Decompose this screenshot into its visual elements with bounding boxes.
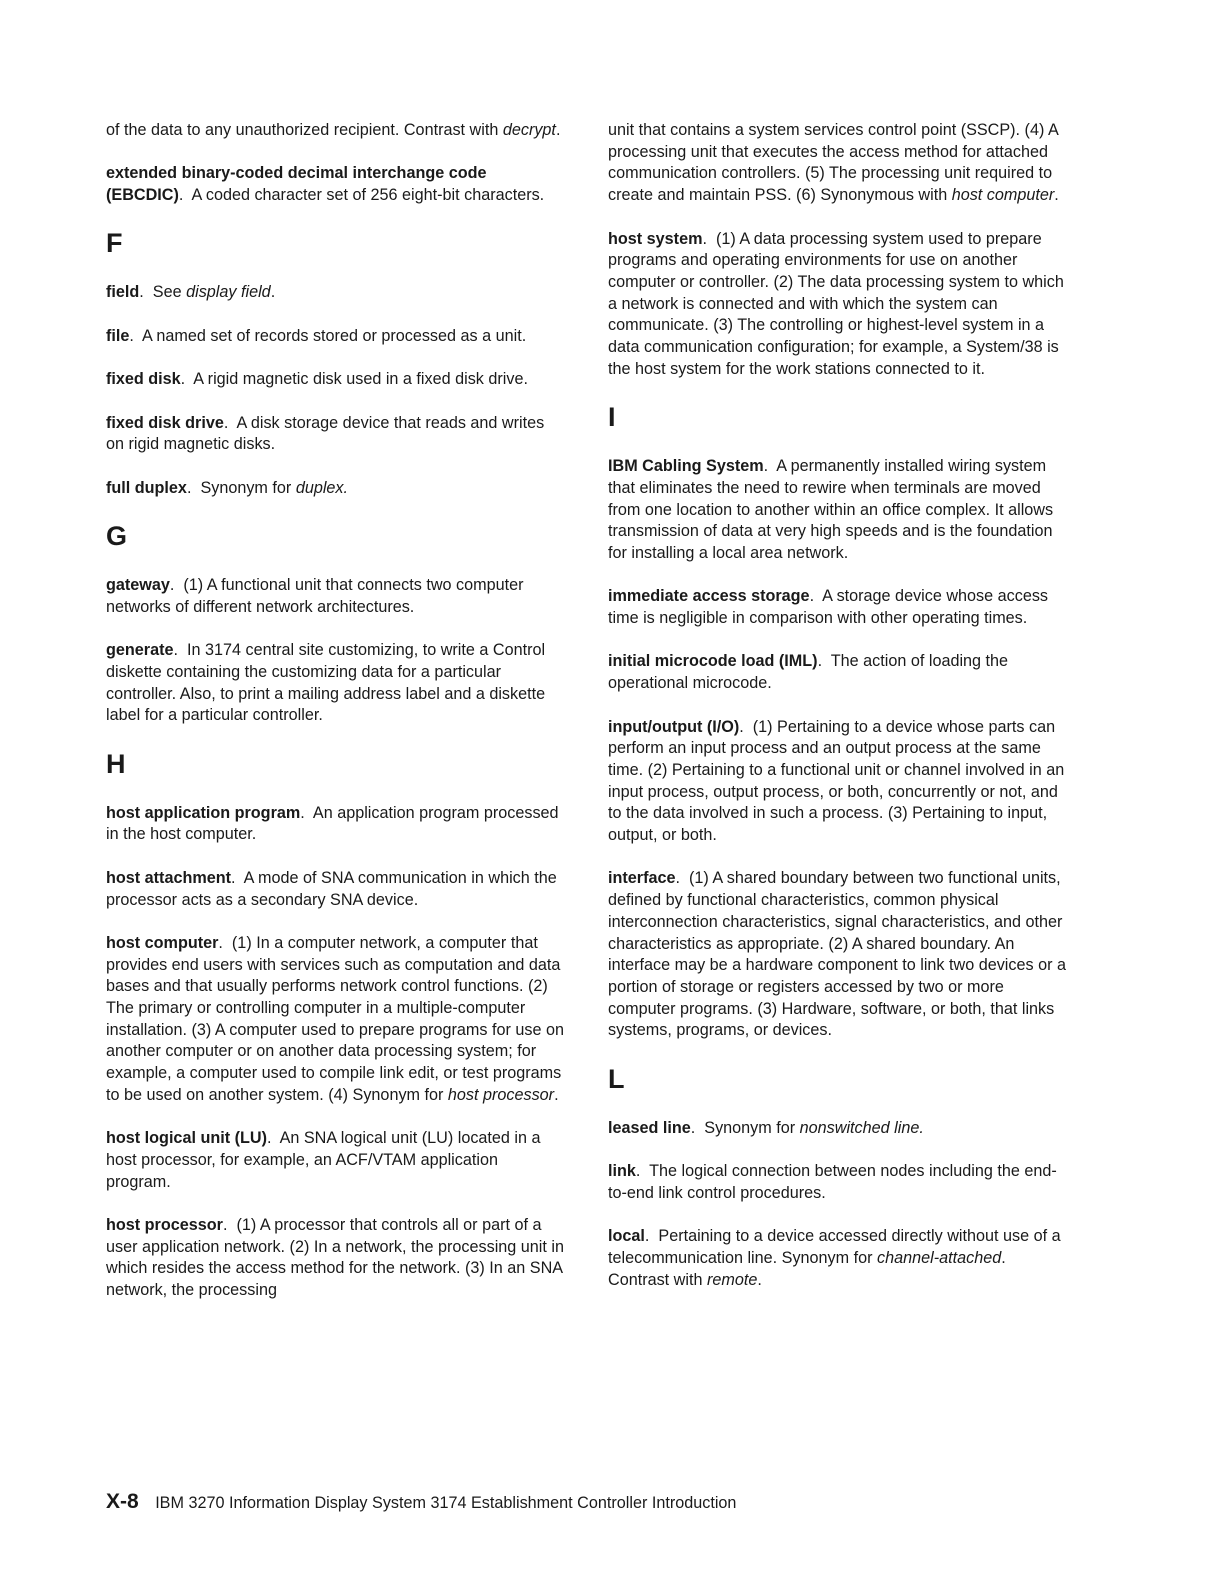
entry-group	[106, 163, 566, 206]
glossary-term: host logical unit (LU)	[106, 1129, 267, 1148]
definition-text: (1) Pertaining to a device whose parts can perform an input process and an output process at the same time. (2) Pertaining to a functional unit or channel involved in an input process, output process, or both, concurrently or not, and to the data involved in such a process. (3) Pertaining to input, output, or both.	[608, 717, 1065, 845]
glossary-term: link	[608, 1162, 636, 1181]
definition-text: Pertaining to a device accessed directly without use of a telecommunication line. Synonym for	[608, 1227, 1061, 1267]
glossary-term: interface	[608, 869, 676, 888]
definition-text: In 3174 central site customizing, to write a Control diskette containing the customizing data for a particular controller. Also, to print a mailing address label and a diskette label for a particular controller.	[106, 641, 546, 725]
glossary-term: local	[608, 1227, 645, 1246]
glossary-entry: host system. (1) A data processing system used to prepare programs and operating environments for use on another computer or controller. (2) The data processing system to which a network is connected and with which the system can communicate. (3) The controlling or highest-level system in a data communication configuration; for example, a System/38 is the host system for the work stations connected to it.	[608, 229, 1064, 378]
right-column	[608, 120, 1068, 1313]
glossary-entry: host attachment. A mode of SNA communication in which the processor acts as a secondary SNA device.	[106, 868, 557, 909]
glossary-term: immediate access storage	[608, 587, 810, 606]
definition-text: A storage device whose access time is negligible in comparison with other operating times.	[608, 587, 1049, 628]
glossary-term: host computer	[106, 933, 219, 952]
section-letter-f: F	[106, 228, 123, 259]
glossary-entry: input/output (I/O). (1) Pertaining to a device whose parts can perform an input process and an output process at the same time. (2) Pertaining to a functional unit or channel involved in an input process, output process, or both, concurrently or not, and to the data involved in such a process. (3) Pertaining to input, output, or both.	[608, 717, 1065, 845]
italic-reference: host computer	[951, 186, 1055, 205]
glossary-term: field	[106, 283, 140, 302]
section-letter-i: I	[608, 402, 616, 433]
definition-text: A disk storage device that reads and writes on rigid magnetic disks.	[106, 413, 545, 454]
glossary-definition	[153, 283, 275, 301]
glossary-definition	[193, 370, 528, 388]
definition-text: (1) A processor that controls all or part of a user application network. (2) In a network, the processing unit in which resides the access method for the network. (3) In an SNA network, the processing	[106, 1216, 564, 1300]
glossary-definition	[608, 869, 1066, 1039]
definition-text: A permanently installed wiring system that eliminates the need to rewire when terminals are moved from one location to another within an office complex. It allows transmission of data at very high speeds and is the foundation for installing a local area network.	[608, 457, 1054, 562]
definition-text: A rigid magnetic disk used in a fixed disk drive.	[193, 370, 528, 389]
glossary-entry: host processor. (1) A processor that controls all or part of a user application network. (2) In a network, the processing unit in which resides the access method for the network. (3) In an SNA network, the processing	[106, 1216, 564, 1300]
definition-text: An SNA logical unit (LU) located in a host processor, for example, an ACF/VTAM application program.	[106, 1129, 541, 1191]
glossary-entry: IBM Cabling System. A permanently installed wiring system that eliminates the need to rewire when terminals are moved from one location to another within an office complex. It allows transmission of data at very high speeds and is the foundation for installing a local area network.	[608, 457, 1054, 562]
glossary-entry: extended binary-coded decimal interchange code (EBCDIC). A coded character set of 256 eight-bit characters.	[106, 164, 545, 205]
italic-reference: decrypt	[502, 121, 556, 139]
glossary-definition	[608, 1162, 1057, 1202]
glossary-term: file	[106, 326, 130, 345]
definition-text: (1) A data processing system used to prepare programs and operating environments for use on another computer or controller. (2) The data processing system to which a network is connected and with which the system can communicate. (3) The controlling or highest-level system in a data communication configuration; for example, a System/38 is the host system for the work stations connected to it.	[608, 229, 1064, 378]
glossary-definition	[608, 1227, 1061, 1288]
glossary-entry: initial microcode load (IML). The action of loading the operational microcode.	[608, 652, 1009, 693]
glossary-definition	[608, 230, 1064, 378]
glossary-term: full duplex	[106, 478, 187, 497]
glossary-entry: host computer. (1) In a computer network, a computer that provides end users with services such as computation and data bases and that usually performs network control functions. (2) The primary or controlling computer in a multiple-computer installation. (3) A computer used to prepare programs for use on another computer or on another data processing system; for example, a computer used to compile link edit, or test programs to be used on another system. (4) Synonym for host processor.	[106, 933, 564, 1104]
definition-text: An application program processed in the host computer.	[106, 803, 559, 844]
italic-reference: host processor	[447, 1085, 555, 1104]
continuation-text	[106, 120, 566, 142]
glossary-term: fixed disk drive	[106, 413, 224, 432]
glossary-entry: link. The logical connection between nodes including the end-to-end link control procedures.	[608, 1162, 1057, 1202]
entry-group	[106, 575, 566, 727]
page-footer	[106, 1490, 736, 1514]
definition-text: See	[152, 283, 187, 302]
section-letter-l: L	[608, 1063, 625, 1094]
glossary-term: host application program	[106, 803, 301, 822]
glossary-entry: interface. (1) A shared boundary between two functional units, defined by functional characteristics, common physical interconnection characteristics, signal characteristics, and other characteristics as appropriate. (2) A shared boundary. An interface may be a hardware component to link two devices or a portion of storage or registers accessed by two or more computer programs. (3) Hardware, software, or both, that links systems, programs, or devices.	[608, 869, 1066, 1040]
definition-text: The logical connection between nodes including the end-to-end link control procedures.	[608, 1162, 1057, 1202]
glossary-definition	[191, 186, 544, 204]
definition-text: (1) A functional unit that connects two computer networks of different network architectures.	[106, 576, 524, 616]
glossary-definition	[200, 479, 348, 497]
glossary-term: IBM Cabling System	[608, 457, 764, 476]
glossary-term: initial microcode load (IML)	[608, 652, 818, 671]
glossary-entry: fixed disk. A rigid magnetic disk used in a fixed disk drive.	[106, 370, 528, 389]
entry-group	[608, 229, 1068, 381]
glossary-term: leased line	[608, 1118, 691, 1137]
definition-text: .	[554, 1085, 559, 1104]
glossary-entry: generate. In 3174 central site customizing, to write a Control diskette containing the customizing data for a particular controller. Also, to print a mailing address label and a diskette label for a particular controller.	[106, 641, 546, 725]
definition-text: A coded character set of 256 eight-bit characters.	[191, 186, 545, 205]
glossary-entry: host application program. An application program processed in the host computer.	[106, 803, 559, 844]
entry-group	[106, 282, 566, 499]
glossary-entry: host logical unit (LU). An SNA logical unit (LU) located in a host processor, for example, an ACF/VTAM application program.	[106, 1129, 541, 1191]
continuation-text	[608, 120, 1068, 207]
entry-group	[106, 803, 566, 1302]
glossary-definition	[106, 934, 564, 1104]
glossary-definition	[704, 1119, 924, 1137]
italic-reference: duplex.	[295, 478, 349, 497]
definition-text: (1) A shared boundary between two functional units, defined by functional characteristics, common physical interconnection characteristics, signal characteristics, and other characteristics as appropriate. (2) A shared boundary. An interface may be a hardware component to link two devices or a portion of storage or registers accessed by two or more computer programs. (3) Hardware, software, or both, that links systems, programs, or devices.	[608, 869, 1066, 1040]
glossary-entry: leased line. Synonym for nonswitched line.	[608, 1118, 924, 1137]
entry-group	[608, 456, 1068, 1042]
definition-text: .	[757, 1270, 762, 1289]
footer-title: IBM 3270 Information Display System 3174 Establishment Controller Introduction	[155, 1494, 737, 1512]
glossary-definition	[608, 718, 1064, 845]
definition-text: .	[555, 121, 561, 139]
glossary-entry: immediate access storage. A storage device whose access time is negligible in comparison with other operating times.	[608, 587, 1049, 628]
italic-reference: nonswitched line.	[799, 1118, 924, 1137]
glossary-entry: local. Pertaining to a device accessed directly without use of a telecommunication line. Synonym for channel-attached. Contrast with remote.	[608, 1227, 1061, 1289]
glossary-term: extended binary-coded decimal interchange code (EBCDIC)	[106, 164, 487, 205]
definition-text: (1) In a computer network, a computer that provides end users with services such as computation and data bases and that usually performs network control functions. (2) The primary or controlling computer in a multiple-computer installation. (3) A computer used to prepare programs for use on another computer or on another data processing system; for example, a computer used to compile link edit, or test programs to be used on another system. (4) Synonym for	[106, 933, 564, 1104]
glossary-entry: full duplex. Synonym for duplex.	[106, 478, 349, 497]
italic-reference: remote	[706, 1270, 758, 1289]
glossary-term: host system	[608, 229, 703, 248]
definition-text: Synonym for	[200, 478, 296, 497]
glossary-entry: field. See display field.	[106, 283, 276, 302]
entry-group	[608, 1118, 1068, 1292]
definition-text: .	[270, 283, 276, 302]
page-number: X-8	[106, 1490, 139, 1513]
definition-text: A mode of SNA communication in which the processor acts as a secondary SNA device.	[106, 868, 557, 909]
definition-text: . Contrast with	[608, 1248, 1006, 1289]
glossary-term: input/output (I/O)	[608, 717, 740, 736]
glossary-term: host attachment	[106, 868, 232, 887]
glossary-entry: fixed disk drive. A disk storage device that reads and writes on rigid magnetic disks.	[106, 413, 545, 454]
definition-text: Synonym for	[704, 1118, 800, 1137]
definition-text: of the data to any unauthorized recipient. Contrast with	[106, 121, 503, 139]
glossary-entry: file. A named set of records stored or processed as a unit.	[106, 326, 527, 345]
definition-text: unit that contains a system services control point (SSCP). (4) A processing unit that executes the access method for attached communication controllers. (5) The processing unit required to create and maintain PSS. (6) Synonymous with	[608, 121, 1058, 205]
glossary-definition	[142, 327, 526, 345]
section-letter-g: G	[106, 521, 128, 552]
definition-text: A named set of records stored or processed as a unit.	[142, 326, 527, 345]
definition-text: The action of loading the operational microcode.	[608, 652, 1009, 693]
glossary-term: host processor	[106, 1216, 223, 1235]
italic-reference: display field	[186, 283, 271, 302]
definition-text: .	[1054, 186, 1059, 205]
glossary-term: gateway	[106, 576, 170, 595]
glossary-term: generate	[106, 641, 174, 660]
glossary-term: fixed disk	[106, 370, 181, 389]
section-letter-h: H	[106, 748, 126, 779]
left-column	[106, 120, 566, 1324]
glossary-entry: gateway. (1) A functional unit that connects two computer networks of different network architectures.	[106, 576, 524, 616]
italic-reference: channel-attached	[877, 1248, 1002, 1267]
